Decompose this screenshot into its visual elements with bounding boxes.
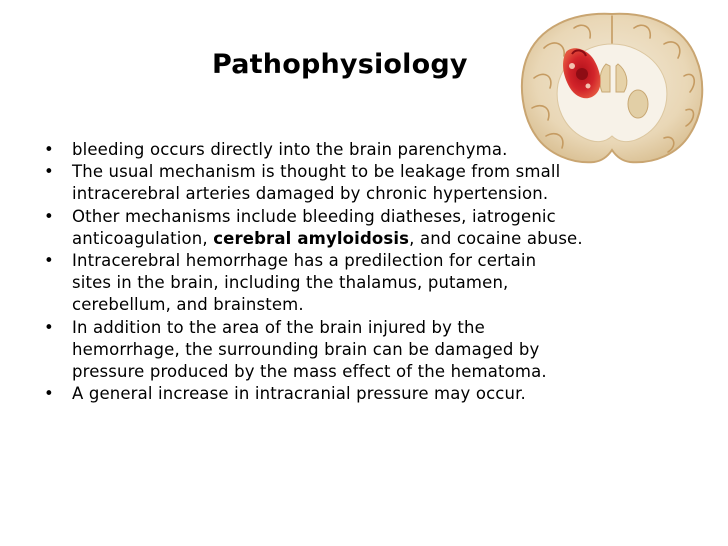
- bullet-item: [44, 250, 704, 317]
- bullet-line: Other mechanisms include bleeding diatheses, iatrogenic: [72, 206, 556, 226]
- bullet-list: [44, 139, 704, 405]
- bullet-dot: •: [44, 162, 54, 182]
- brain-hemorrhage-section-image: [514, 8, 710, 170]
- bullet-line: sites in the brain, including the thalamus, putamen,: [72, 273, 509, 293]
- bullet-line: The usual mechanism is thought to be leakage from small: [72, 162, 561, 182]
- bullet-line: [72, 228, 704, 250]
- bold-term: cerebral amyloidosis: [213, 228, 410, 248]
- bullet-line: hemorrhage, the surrounding brain can be damaged by: [72, 339, 540, 359]
- bullet-text: anticoagulation,: [72, 228, 214, 248]
- bullet-line: In addition to the area of the brain injured by the: [72, 317, 485, 337]
- bullet-line: intracerebral arteries damaged by chronic hypertension.: [72, 184, 549, 204]
- bullet-item: [44, 383, 704, 405]
- bullet-dot: •: [44, 140, 54, 159]
- bullet-dot: •: [44, 251, 54, 271]
- bullet-line: cerebellum, and brainstem.: [72, 295, 304, 315]
- bullet-text: , and cocaine abuse.: [409, 228, 583, 248]
- bullet-item: [44, 317, 704, 384]
- slide-title: Pathophysiology: [212, 49, 468, 80]
- bullet-dot: •: [44, 384, 54, 404]
- bullet-line: bleeding occurs directly into the brain parenchyma.: [72, 140, 508, 159]
- bullet-line: Intracerebral hemorrhage has a predilection for certain: [72, 251, 537, 271]
- bullet-item: [44, 206, 704, 250]
- bullet-dot: •: [44, 206, 54, 226]
- bullet-line: pressure produced by the mass effect of the hematoma.: [72, 362, 547, 382]
- bullet-dot: •: [44, 317, 54, 337]
- bullet-line: A general increase in intracranial pressure may occur.: [72, 384, 526, 404]
